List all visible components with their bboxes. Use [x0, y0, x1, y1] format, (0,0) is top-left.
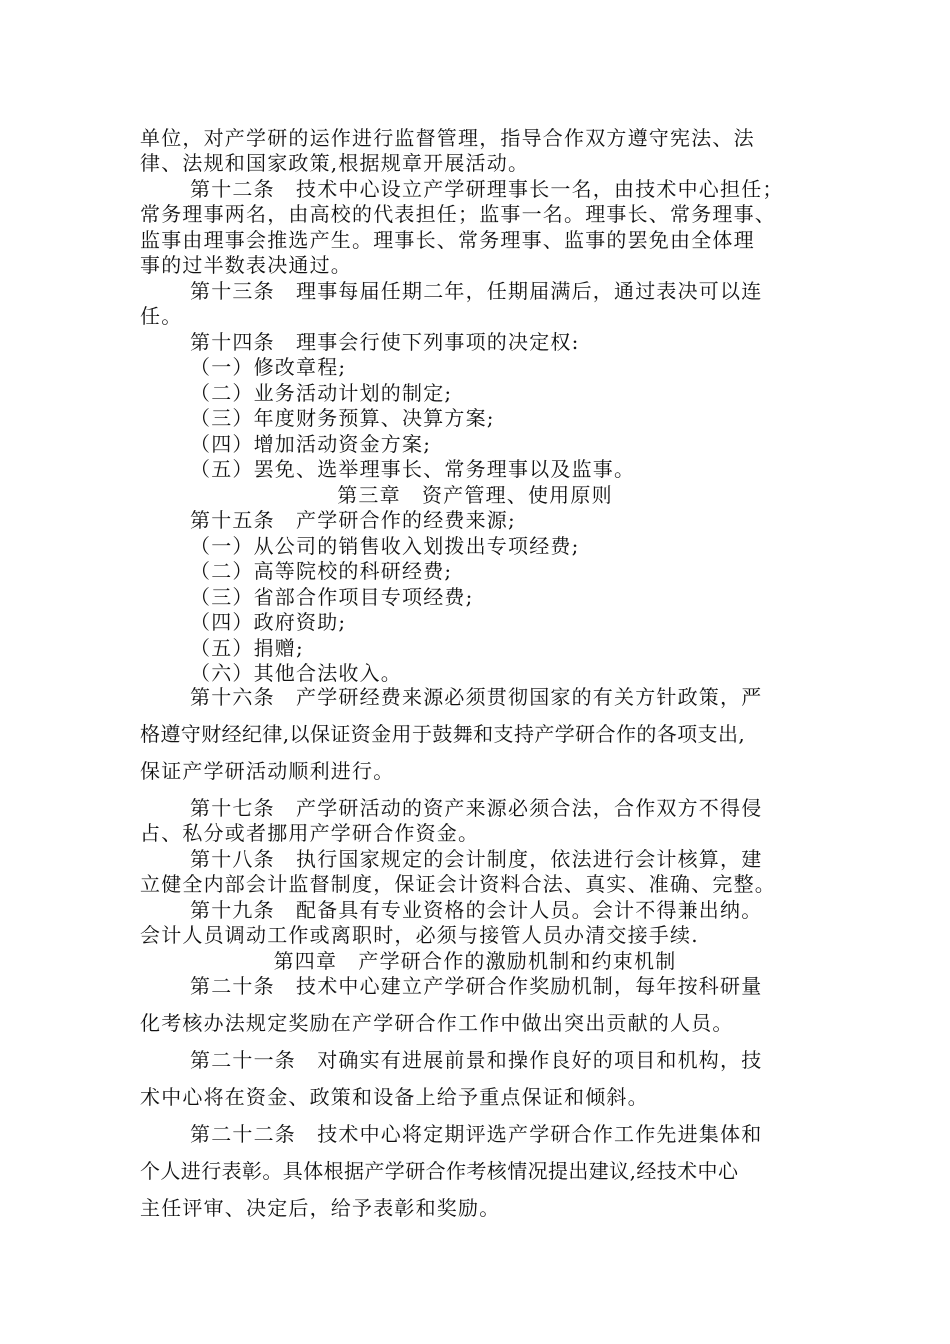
- article-19-heading: 第十九条 配备具有专业资格的会计人员。会计不得兼出纳。: [190, 898, 763, 922]
- text-line: 会计人员调动工作或离职时，必须与接管人员办清交接手续.: [140, 923, 699, 947]
- list-item: （二）业务活动计划的制定;: [190, 381, 453, 405]
- text-line: 化考核办法规定奖励在产学研合作工作中做出突出贡献的人员。: [140, 1011, 734, 1035]
- list-item: （五）捐赠;: [190, 636, 304, 660]
- list-item: （三）省部合作项目专项经费;: [190, 585, 474, 609]
- article-20-heading: 第二十条 技术中心建立产学研合作奖励机制，每年按科研量: [190, 974, 763, 998]
- text-line: 任。: [140, 304, 183, 328]
- article-15-heading: 第十五条 产学研合作的经费来源;: [190, 508, 516, 532]
- text-line: 事的过半数表决通过。: [140, 253, 352, 277]
- article-16-heading: 第十六条 产学研经费来源必须贯彻国家的有关方针政策，严: [190, 685, 763, 709]
- list-item: （六）其他合法收入。: [190, 661, 402, 685]
- article-22-heading: 第二十二条 技术中心将定期评选产学研合作工作先进集体和: [190, 1122, 763, 1146]
- list-item: （三）年度财务预算、决算方案;: [190, 406, 495, 430]
- text-line: 律、法规和国家政策,根据规章开展活动。: [140, 151, 530, 175]
- list-item: （二）高等院校的科研经费;: [190, 559, 453, 583]
- list-item: （五）罢免、选举理事长、常务理事以及监事。: [190, 457, 636, 481]
- text-line: 占、私分或者挪用产学研合作资金。: [140, 821, 480, 845]
- article-17-heading: 第十七条 产学研活动的资产来源必须合法，合作双方不得侵: [190, 796, 763, 820]
- chapter-4-title: 第四章 产学研合作的激励机制和约束机制: [273, 949, 677, 973]
- list-item: （一）修改章程;: [190, 355, 347, 379]
- list-item: （四）增加活动资金方案;: [190, 432, 432, 456]
- text-line: 格遵守财经纪律,以保证资金用于鼓舞和支持产学研合作的各项支出,: [140, 722, 746, 746]
- chapter-3-title: 第三章 资产管理、使用原则: [337, 483, 613, 507]
- article-18-heading: 第十八条 执行国家规定的会计制度，依法进行会计核算，建: [190, 847, 763, 871]
- article-14-heading: 第十四条 理事会行使下列事项的决定权:: [190, 330, 580, 354]
- text-line: 个人进行表彰。具体根据产学研合作考核情况提出建议,经技术中心: [140, 1159, 739, 1183]
- article-12-heading: 第十二条 技术中心设立产学研理事长一名，由技术中心担任；: [190, 177, 784, 201]
- article-21-heading: 第二十一条 对确实有进展前景和操作良好的项目和机构，技: [190, 1048, 763, 1072]
- text-line: 主任评审、决定后，给予表彰和奖励。: [140, 1196, 501, 1220]
- list-item: （一）从公司的销售收入划拨出专项经费;: [190, 534, 580, 558]
- article-13-heading: 第十三条 理事每届任期二年，任期届满后，通过表决可以连: [190, 279, 763, 303]
- text-line: 单位，对产学研的运作进行监督管理，指导合作双方遵守宪法、法: [140, 126, 755, 150]
- text-line: 常务理事两名，由高校的代表担任；监事一名。理事长、常务理事、: [140, 202, 776, 226]
- text-line: 立健全内部会计监督制度，保证会计资料合法、真实、准确、完整。: [140, 872, 776, 896]
- text-line: 术中心将在资金、政策和设备上给予重点保证和倾斜。: [140, 1085, 649, 1109]
- list-item: （四）政府资助;: [190, 610, 347, 634]
- text-line: 保证产学研活动顺利进行。: [140, 759, 395, 783]
- text-line: 监事由理事会推选产生。理事长、常务理事、监事的罢免由全体理: [140, 228, 755, 252]
